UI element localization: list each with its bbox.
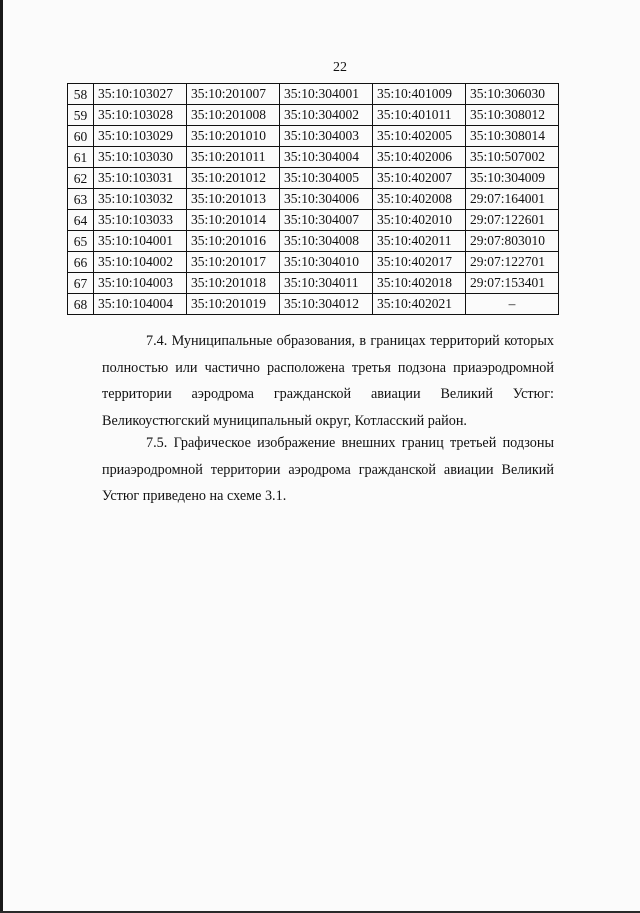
cadastral-code-cell: 35:10:104003 bbox=[94, 273, 187, 294]
cadastral-code-cell: 35:10:103029 bbox=[94, 126, 187, 147]
cadastral-code-cell: 35:10:402005 bbox=[373, 126, 466, 147]
cadastral-code-cell: 35:10:402008 bbox=[373, 189, 466, 210]
cadastral-code-cell: 35:10:507002 bbox=[466, 147, 559, 168]
table-row bbox=[68, 252, 559, 273]
row-number-cell: 64 bbox=[68, 210, 94, 231]
table-row bbox=[68, 231, 559, 252]
cadastral-code-cell: 35:10:306030 bbox=[466, 84, 559, 105]
cadastral-table bbox=[67, 83, 559, 315]
cadastral-code-cell: 35:10:201018 bbox=[187, 273, 280, 294]
table-row bbox=[68, 189, 559, 210]
cadastral-code-cell: 35:10:304009 bbox=[466, 168, 559, 189]
cadastral-code-cell: 35:10:402006 bbox=[373, 147, 466, 168]
cadastral-code-cell: 35:10:304008 bbox=[280, 231, 373, 252]
cadastral-code-cell: 35:10:104004 bbox=[94, 294, 187, 315]
cadastral-code-cell: 35:10:103032 bbox=[94, 189, 187, 210]
table-row bbox=[68, 147, 559, 168]
cadastral-code-cell: 35:10:304005 bbox=[280, 168, 373, 189]
cadastral-code-cell: 35:10:201008 bbox=[187, 105, 280, 126]
cadastral-code-cell: 35:10:304001 bbox=[280, 84, 373, 105]
cadastral-code-cell: 35:10:402017 bbox=[373, 252, 466, 273]
cadastral-code-cell: 35:10:201010 bbox=[187, 126, 280, 147]
cadastral-code-cell: 29:07:153401 bbox=[466, 273, 559, 294]
paragraph-7-4-text: 7.4. Муниципальные образования, в границах территорий которых полностью или частично расположена третья подзона приаэродромной территории аэродрома гражданской авиации Великий Устюг: Великоустюгский муниципальный округ, Котласский район. bbox=[102, 333, 554, 429]
cadastral-code-cell: 35:10:201007 bbox=[187, 84, 280, 105]
cadastral-code-cell: 35:10:304002 bbox=[280, 105, 373, 126]
table-row bbox=[68, 210, 559, 231]
row-number-cell: 62 bbox=[68, 168, 94, 189]
row-number-cell: 66 bbox=[68, 252, 94, 273]
row-number-cell: 59 bbox=[68, 105, 94, 126]
table-row bbox=[68, 294, 559, 315]
cadastral-code-cell: 35:10:304011 bbox=[280, 273, 373, 294]
row-number-cell: 68 bbox=[68, 294, 94, 315]
cadastral-code-cell: 35:10:201013 bbox=[187, 189, 280, 210]
cadastral-code-cell: 35:10:104001 bbox=[94, 231, 187, 252]
page-number: 22 bbox=[333, 60, 347, 75]
cadastral-code-cell: 29:07:122701 bbox=[466, 252, 559, 273]
cadastral-code-cell: 35:10:402021 bbox=[373, 294, 466, 315]
row-number-cell: 63 bbox=[68, 189, 94, 210]
table-row bbox=[68, 168, 559, 189]
cadastral-code-cell: 35:10:308014 bbox=[466, 126, 559, 147]
cadastral-code-cell: 35:10:308012 bbox=[466, 105, 559, 126]
cadastral-code-cell: 35:10:401009 bbox=[373, 84, 466, 105]
cadastral-code-cell: 35:10:402018 bbox=[373, 273, 466, 294]
table-row bbox=[68, 84, 559, 105]
cadastral-code-cell: 29:07:803010 bbox=[466, 231, 559, 252]
cadastral-code-cell: 35:10:201016 bbox=[187, 231, 280, 252]
cadastral-code-cell: 35:10:103031 bbox=[94, 168, 187, 189]
cadastral-code-cell: 35:10:104002 bbox=[94, 252, 187, 273]
cadastral-code-cell: 35:10:402011 bbox=[373, 231, 466, 252]
cadastral-code-cell: 35:10:201019 bbox=[187, 294, 280, 315]
table-row bbox=[68, 273, 559, 294]
cadastral-table-body bbox=[68, 84, 559, 315]
row-number-cell: 67 bbox=[68, 273, 94, 294]
cadastral-code-cell: 35:10:304012 bbox=[280, 294, 373, 315]
cadastral-code-cell: 35:10:201014 bbox=[187, 210, 280, 231]
cadastral-code-cell: 35:10:402010 bbox=[373, 210, 466, 231]
cadastral-code-cell: 35:10:402007 bbox=[373, 168, 466, 189]
cadastral-code-cell: 35:10:201011 bbox=[187, 147, 280, 168]
cadastral-code-cell: 35:10:304006 bbox=[280, 189, 373, 210]
scan-left-edge bbox=[0, 0, 3, 913]
cadastral-code-cell: 35:10:103028 bbox=[94, 105, 187, 126]
cadastral-code-cell: 35:10:201017 bbox=[187, 252, 280, 273]
paragraph-7-4 bbox=[102, 328, 554, 434]
cadastral-code-cell: 35:10:103027 bbox=[94, 84, 187, 105]
cadastral-code-cell: 35:10:304004 bbox=[280, 147, 373, 168]
cadastral-code-cell: 29:07:122601 bbox=[466, 210, 559, 231]
table-row bbox=[68, 126, 559, 147]
row-number-cell: 65 bbox=[68, 231, 94, 252]
row-number-cell: 58 bbox=[68, 84, 94, 105]
cadastral-code-cell: 29:07:164001 bbox=[466, 189, 559, 210]
row-number-cell: 60 bbox=[68, 126, 94, 147]
cadastral-code-cell: 35:10:103030 bbox=[94, 147, 187, 168]
cadastral-code-cell: 35:10:304010 bbox=[280, 252, 373, 273]
table-row bbox=[68, 105, 559, 126]
paragraph-7-5 bbox=[102, 430, 554, 510]
cadastral-code-cell: 35:10:304003 bbox=[280, 126, 373, 147]
cadastral-code-cell: 35:10:401011 bbox=[373, 105, 466, 126]
paragraph-7-5-text: 7.5. Графическое изображение внешних границ третьей подзоны приаэродромной территории аэродрома гражданской авиации Великий Устюг приведено на схеме 3.1. bbox=[102, 435, 554, 504]
row-number-cell: 61 bbox=[68, 147, 94, 168]
cadastral-code-cell: 35:10:201012 bbox=[187, 168, 280, 189]
cadastral-code-cell: 35:10:103033 bbox=[94, 210, 187, 231]
cadastral-code-cell: 35:10:304007 bbox=[280, 210, 373, 231]
cadastral-code-cell: – bbox=[466, 294, 559, 315]
